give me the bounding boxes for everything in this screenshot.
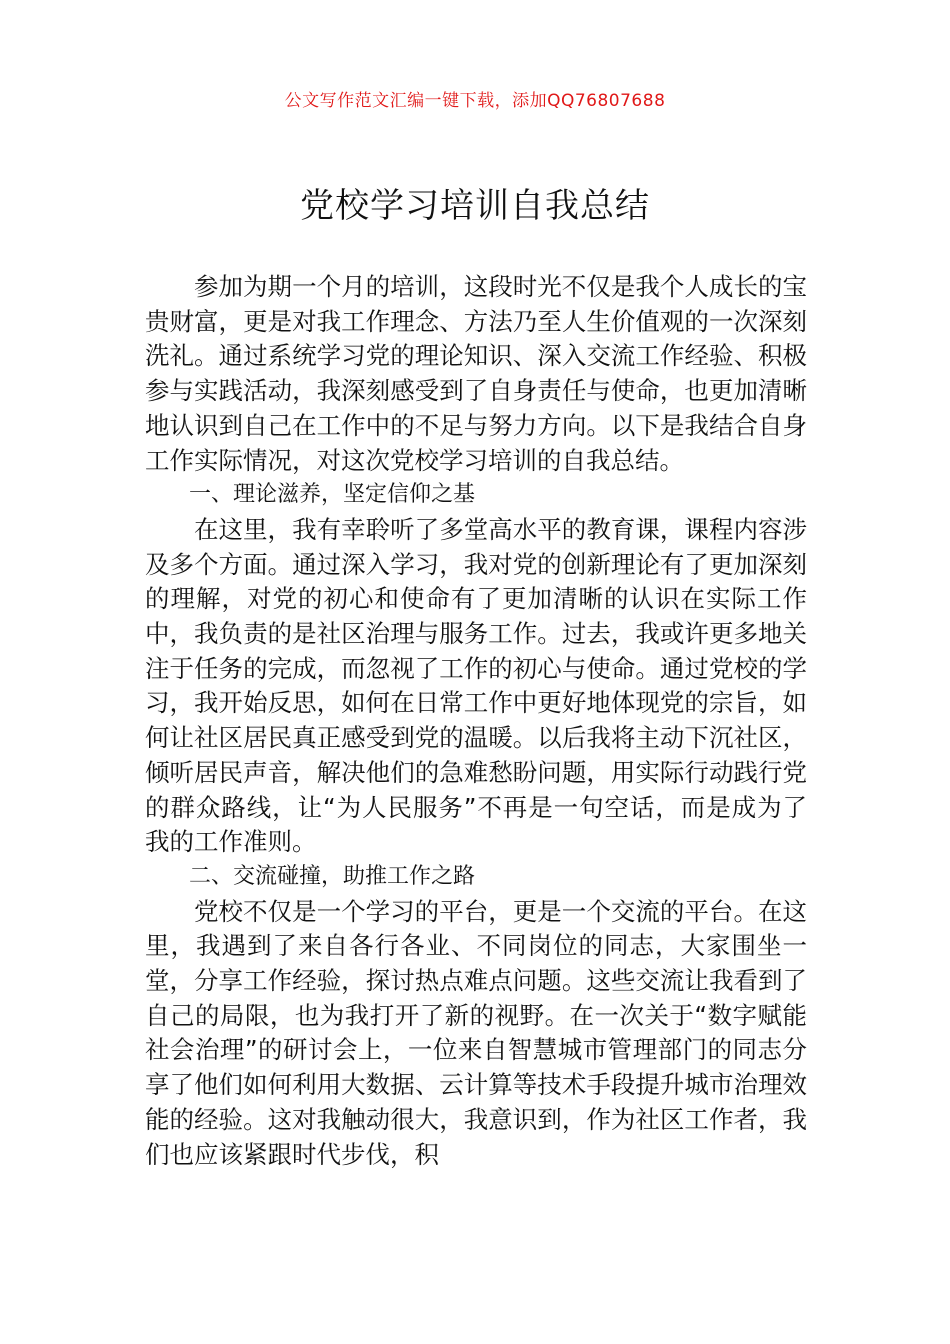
paragraph-section-1: 在这里，我有幸聆听了多堂高水平的教育课，课程内容涉及多个方面。通过深入学习，我对党的创新理论有了更加深刻的理解，对党的初心和使命有了更加清晰的认识在实际工作中，我负责的是社区治理与服务工作。过去，我或许更多地关注于任务的完成，而忽视了工作的初心与使命。通过党校的学习，我开始反思，如何在日常工作中更好地体现党的宗旨，如何让社区居民真正感受到党的温暖。以后我将主动下沉社区，倾听居民声音，解决他们的急难愁盼问题，用实际行动践行党的群众路线，让“为人民服务”不再是一句空话，而是成为了我的工作准则。 — [145, 514, 807, 857]
paragraph-section-2: 党校不仅是一个学习的平台，更是一个交流的平台。在这里，我遇到了来自各行各业、不同岗位的同志，大家围坐一堂，分享工作经验，探讨热点难点问题。这些交流让我看到了自己的局限，也为我打开了新的视野。在一次关于“数字赋能社会治理”的研讨会上，一位来自智慧城市管理部门的同志分享了他们如何利用大数据、云计算等技术手段提升城市治理效能的经验。这对我触动很大，我意识到，作为社区工作者，我们也应该紧跟时代步伐，积 — [145, 896, 807, 1169]
download-note: 公文写作范文汇编一键下载，添加QQ76807688 — [284, 91, 666, 111]
document-title: 党校学习培训自我总结 — [300, 186, 650, 226]
section-heading-1: 一、理论滋养，坚定信仰之基 — [189, 482, 476, 508]
paragraph-intro: 参加为期一个月的培训，这段时光不仅是我个人成长的宝贵财富，更是对我工作理念、方法乃至人生价值观的一次深刻洗礼。通过系统学习党的理论知识、深入交流工作经验、积极参与实践活动，我深刻感受到了自身责任与使命，也更加清晰地认识到自己在工作中的不足与努力方向。以下是我结合自身工作实际情况，对这次党校学习培训的自我总结。 — [145, 272, 807, 475]
section-heading-2: 二、交流碰撞，助推工作之路 — [189, 863, 476, 889]
document-body — [145, 270, 807, 1172]
